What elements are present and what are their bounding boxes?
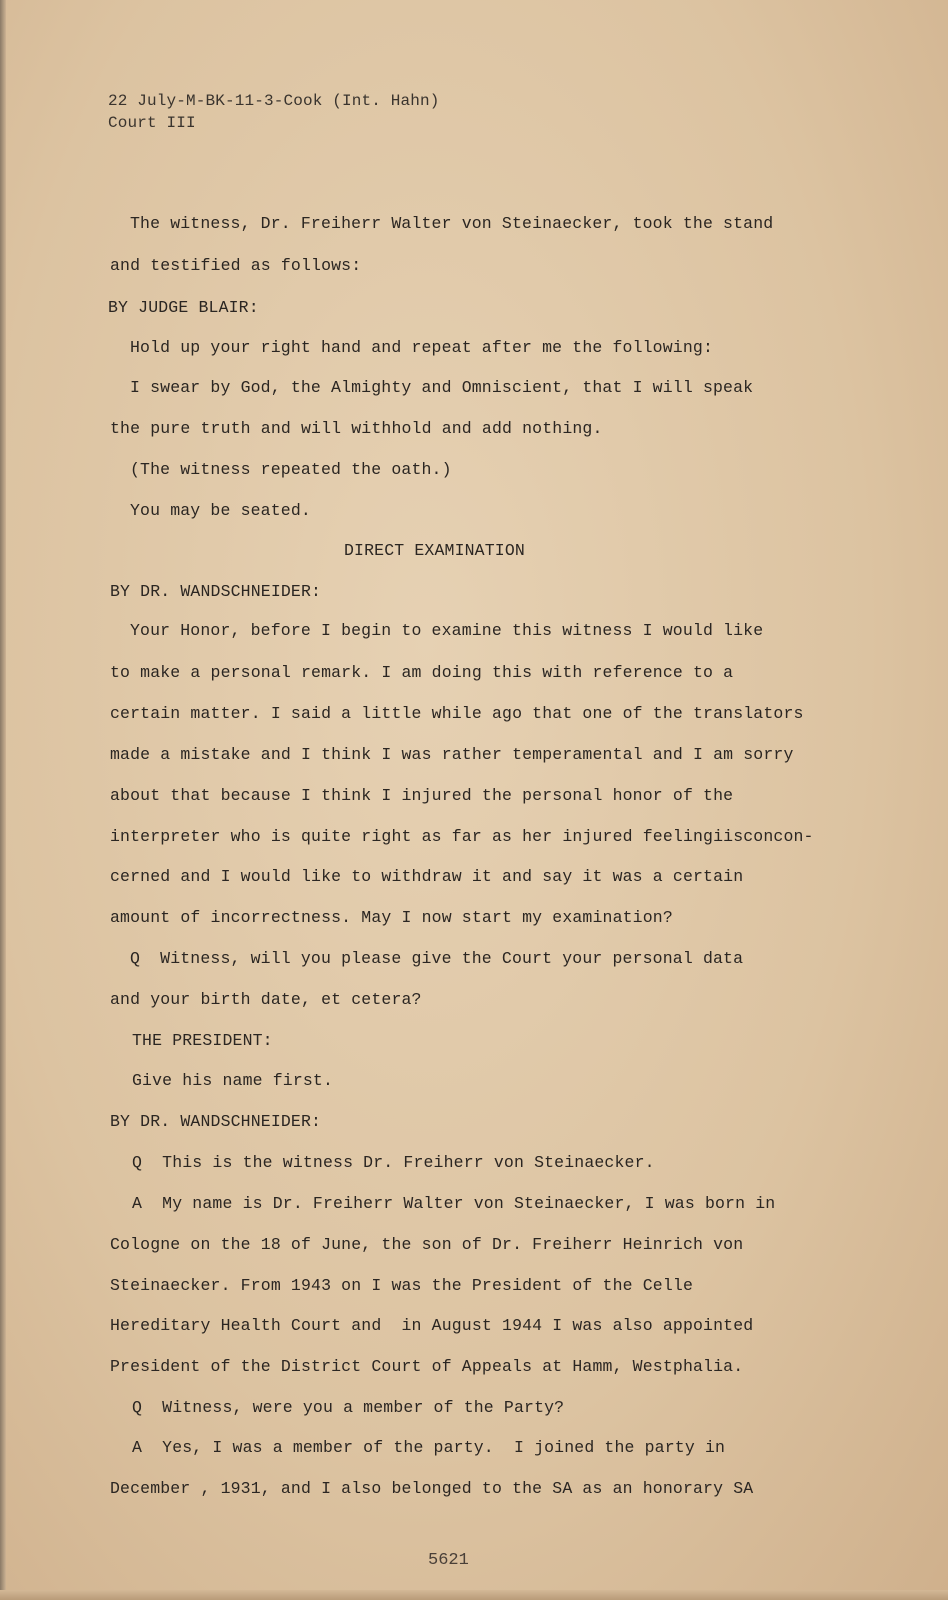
text-line: about that because I think I injured the personal honor of the (110, 786, 734, 805)
text-line: certain matter. I said a little while ago that one of the translators (110, 704, 804, 723)
text-line: interpreter who is quite right as far as her injured feelingiisconcon- (110, 827, 814, 846)
speaker-heading: BY DR. WANDSCHNEIDER: (110, 582, 322, 601)
text-line: Q Witness, will you please give the Court your personal data (130, 949, 744, 968)
text-line: Q This is the witness Dr. Freiherr von Steinaecker. (132, 1153, 655, 1172)
text-line: President of the District Court of Appeals at Hamm, Westphalia. (110, 1357, 744, 1376)
text-line: and your birth date, et cetera? (110, 990, 422, 1009)
speaker-heading: BY JUDGE BLAIR: (108, 298, 259, 317)
text-line: You may be seated. (130, 501, 311, 520)
text-line: Q Witness, were you a member of the Party? (132, 1398, 565, 1417)
page-bottom-edge (0, 1590, 948, 1600)
page-edge-shadow (0, 0, 6, 1600)
text-line: Cologne on the 18 of June, the son of Dr. Freiherr Heinrich von (110, 1235, 744, 1254)
header-court: Court III (108, 114, 196, 132)
text-line: made a mistake and I think I was rather temperamental and I am sorry (110, 745, 794, 764)
text-line: amount of incorrectness. May I now start my examination? (110, 908, 673, 927)
text-line: Give his name first. (132, 1071, 334, 1090)
page-number: 5621 (428, 1551, 469, 1570)
text-line: December , 1931, and I also belonged to the SA as an honorary SA (110, 1479, 754, 1498)
text-line: Hold up your right hand and repeat after me the following: (130, 338, 713, 357)
text-line: and testified as follows: (110, 256, 362, 275)
text-line: the pure truth and will withhold and add nothing. (110, 419, 603, 438)
text-line: A My name is Dr. Freiherr Walter von Steinaecker, I was born in (132, 1194, 776, 1213)
speaker-heading: BY DR. WANDSCHNEIDER: (110, 1112, 322, 1131)
text-line: to make a personal remark. I am doing this with reference to a (110, 663, 734, 682)
section-heading: DIRECT EXAMINATION (344, 541, 525, 560)
text-line: Hereditary Health Court and in August 1944 I was also appointed (110, 1316, 754, 1335)
header-reference: 22 July-M-BK-11-3-Cook (Int. Hahn) (108, 92, 440, 110)
text-line: (The witness repeated the oath.) (130, 460, 452, 479)
text-line: Your Honor, before I begin to examine this witness I would like (130, 621, 764, 640)
text-line: Steinaecker. From 1943 on I was the President of the Celle (110, 1276, 693, 1295)
text-line: A Yes, I was a member of the party. I joined the party in (132, 1438, 726, 1457)
text-line: I swear by God, the Almighty and Omniscient, that I will speak (130, 378, 754, 397)
speaker-heading: THE PRESIDENT: (132, 1031, 273, 1050)
text-line: cerned and I would like to withdraw it and say it was a certain (110, 867, 744, 886)
text-line: The witness, Dr. Freiherr Walter von Steinaecker, took the stand (130, 214, 774, 233)
